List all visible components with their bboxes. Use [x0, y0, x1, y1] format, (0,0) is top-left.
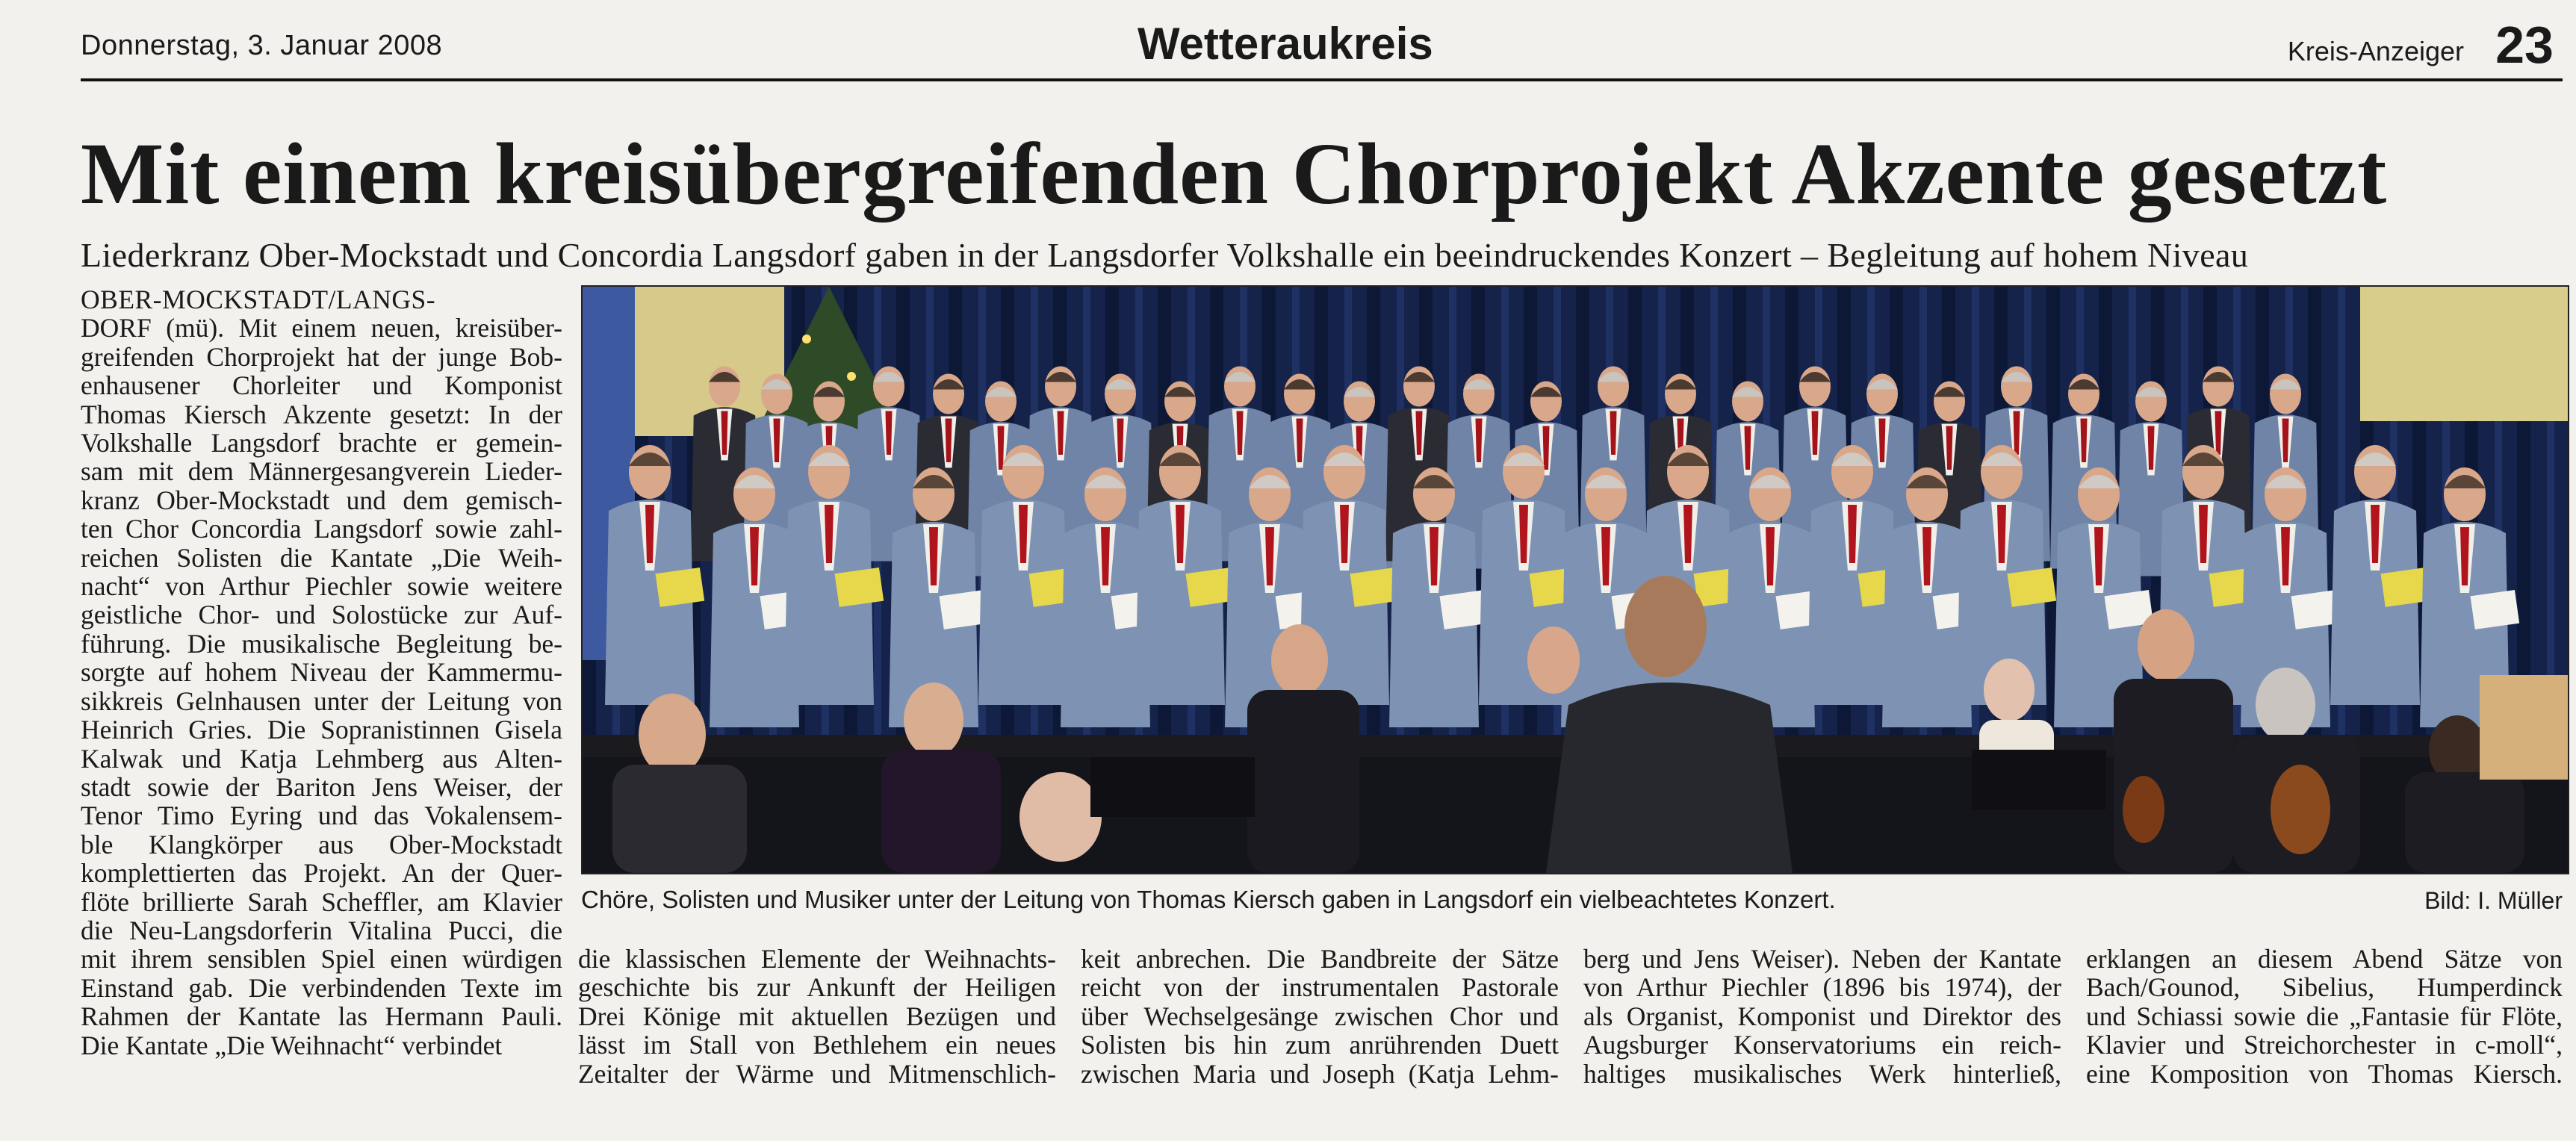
concert-photo — [581, 285, 2569, 874]
text-line: Einstand gab. Die verbindenden Texte im — [81, 972, 562, 1003]
issue-date: Donnerstag, 3. Januar 2008 — [81, 30, 443, 61]
text-line: die Neu-Langsdorferin Vitalina Pucci, die — [81, 915, 562, 945]
article-column-5 — [2086, 945, 2563, 1088]
text-line: ten Chor Concordia Langsdorf sowie zahl- — [81, 514, 562, 544]
text-line: sikkreis Gelnhausen unter der Leitung von — [81, 685, 562, 716]
text-line: Bach/Gounod, Sibelius, Humperdinck — [2086, 972, 2563, 1003]
text-line: Augsburger Konservatoriums ein reich- — [1583, 1030, 2061, 1060]
photo-caption: Chöre, Solisten und Musiker unter der Leitung von Thomas Kiersch gaben in Langsdorf ein vielbeachtetes Konzert. — [581, 886, 1836, 913]
text-line: greifenden Chorprojekt hat der junge Bob- — [81, 341, 562, 372]
photo-credit: Bild: I. Müller — [2424, 887, 2563, 914]
text-line: berg und Jens Weiser). Neben der Kantate — [1583, 944, 2061, 974]
text-line: OBER-MOCKSTADT/LANGS- — [81, 285, 436, 314]
text-line: flöte brillierte Sarah Scheffler, am Klavier — [81, 886, 562, 917]
article-column-1 — [81, 285, 562, 1060]
text-line: von Arthur Piechler (1896 bis 1974), der — [1583, 972, 2061, 1003]
text-line: führung. Die musikalische Begleitung be- — [81, 628, 562, 659]
yellow-wall-right — [2360, 287, 2568, 421]
piano — [2480, 675, 2568, 780]
text-line: sorgte auf hohem Niveau der Kammermu- — [81, 657, 562, 688]
text-line: geistliche Chor- und Solostücke zur Auf- — [81, 600, 562, 630]
text-line: Heinrich Gries. Die Sopranistinnen Gisela — [81, 715, 562, 745]
text-line: geschichte bis zur Ankunft der Heiligen — [578, 972, 1056, 1003]
text-line: haltiges musikalisches Werk hinterließ, — [1583, 1058, 2061, 1089]
text-line: und Schiassi sowie die „Fantasie für Flöte, — [2086, 1001, 2563, 1031]
newspaper-name: Kreis-Anzeiger — [2287, 36, 2464, 66]
text-line: reicht von der instrumentalen Pastorale — [1081, 972, 1559, 1003]
text-line: lässt im Stall von Bethlehem ein neues — [578, 1030, 1056, 1060]
text-line: DORF (mü). Mit einem neuen, kreisüber- — [81, 313, 562, 343]
text-line: Klavier und Streichorchester in c-moll“, — [2086, 1030, 2563, 1060]
text-line: Kalwak und Katja Lehmberg aus Alten- — [81, 743, 562, 774]
text-line: als Organist, Komponist und Direktor des — [1583, 1001, 2061, 1031]
text-line: über Wechselgesänge zwischen Chor und — [1081, 1001, 1559, 1031]
text-line: Thomas Kiersch Akzente gesetzt: In der — [81, 399, 562, 429]
text-line: mit ihrem sensiblen Spiel einen würdigen — [81, 944, 562, 974]
text-line: Die Kantate „Die Weihnacht“ verbindet — [81, 1030, 503, 1060]
text-line: erklangen an diesem Abend Sätze von — [2086, 944, 2563, 974]
text-line: nacht“ von Arthur Piechler sowie weitere — [81, 571, 562, 602]
page-header — [81, 13, 2554, 81]
text-line: komplettierten das Projekt. An der Quer- — [81, 858, 562, 889]
text-line: Volkshalle Langsdorf brachte er gemein- — [81, 428, 562, 458]
text-line: eine Komposition von Thomas Kiersch. — [2086, 1058, 2563, 1089]
text-line: enhausener Chorleiter und Komponist — [81, 370, 562, 401]
page-number: 23 — [2495, 16, 2554, 74]
article-column-2 — [578, 945, 1056, 1088]
text-line: zwischen Maria und Joseph (Katja Lehm- — [1081, 1058, 1559, 1089]
text-line: keit anbrechen. Die Bandbreite der Sätze — [1081, 944, 1559, 974]
text-line: Tenor Timo Eyring und das Vokalensem- — [81, 800, 562, 831]
article-subheadline: Liederkranz Ober-Mockstadt und Concordia Langsdorf gaben in der Langsdorfer Volkshalle ein beeindruckendes Konzert – Begleitung auf hohem Niveau — [81, 236, 2249, 274]
text-line: kranz Ober-Mockstadt und dem gemisch- — [81, 485, 562, 515]
article-column-3 — [1081, 945, 1559, 1088]
text-line: die klassischen Elemente der Weihnachts- — [578, 944, 1056, 974]
choir-concert-image — [583, 287, 2568, 873]
text-line: stadt sowie der Bariton Jens Weiser, der — [81, 771, 562, 802]
section-title: Wetteraukreis — [1138, 19, 1433, 69]
header-rule — [81, 78, 2563, 81]
text-line: Solisten bis hin zum anrührenden Duett — [1081, 1030, 1559, 1060]
text-line: ble Klangkörper aus Ober-Mockstadt — [81, 829, 562, 859]
text-line: Zeitalter der Wärme und Mitmenschlich- — [578, 1058, 1056, 1089]
article-column-4 — [1583, 945, 2061, 1088]
cello-icon — [2271, 765, 2330, 854]
violin-icon — [2123, 776, 2164, 843]
article-headline: Mit einem kreisübergreifenden Chorprojekt Akzente gesetzt — [81, 125, 2388, 223]
text-line: sam mit dem Männergesangverein Lieder- — [81, 456, 562, 487]
text-line: Drei Könige mit aktuellen Bezügen und — [578, 1001, 1056, 1031]
text-line: Rahmen der Kantate las Hermann Pauli. — [81, 1001, 562, 1032]
text-line: reichen Solisten die Kantate „Die Weih- — [81, 542, 562, 573]
